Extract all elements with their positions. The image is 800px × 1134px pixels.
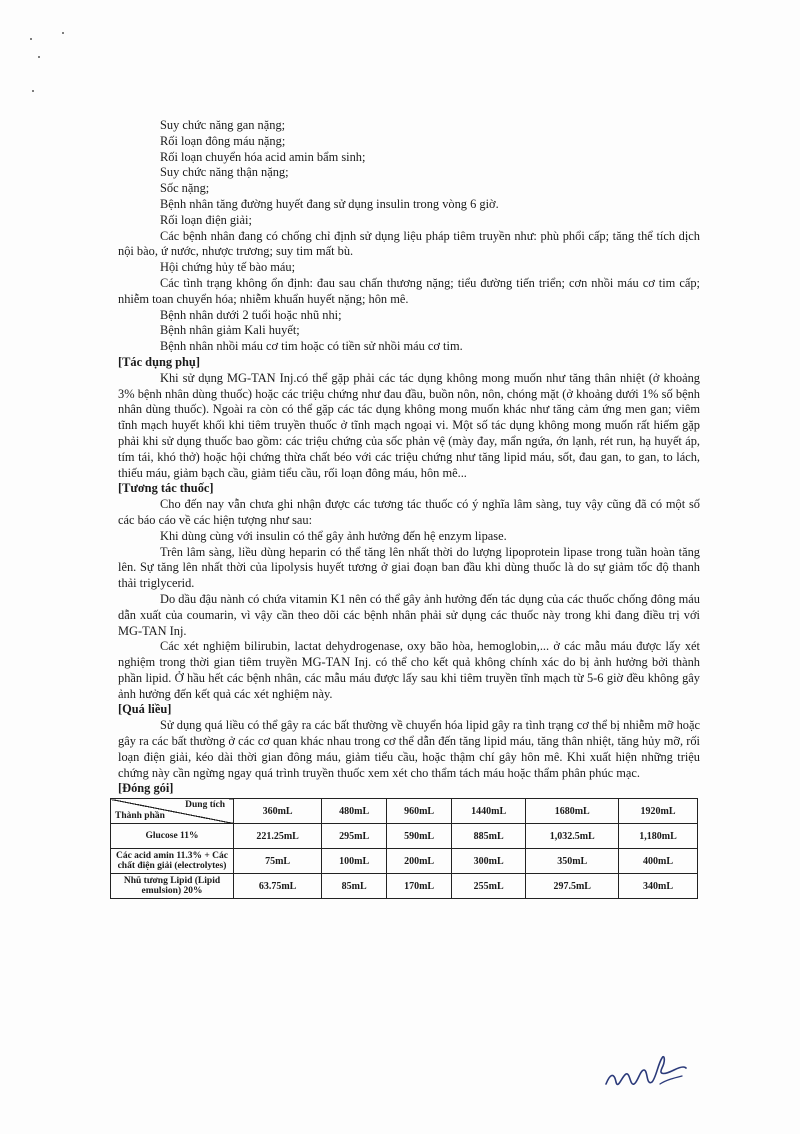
row-header: Nhũ tương Lipid (Lipid emulsion) 20%: [111, 874, 234, 899]
table-header-row: [111, 799, 698, 824]
table-cell: 170mL: [387, 874, 452, 899]
table-cell: 400mL: [619, 849, 698, 874]
list-item: Bệnh nhân tăng đường huyết đang sử dụng insulin trong vòng 6 giờ.: [160, 196, 499, 211]
packaging-table: [110, 798, 698, 899]
column-header: 360mL: [234, 799, 322, 824]
paragraph: Trên lâm sàng, liều dùng heparin có thể tăng lên nhất thời do lượng lipoprotein lipase trong tuần hoàn tăng lên. Sự tăng lên nhất thời của lipolysis huyết tương ở giai đoạn ban đầu khi dùng thuốc là do sự giảm tốc độ thanh thải triglycerid.: [118, 544, 700, 591]
section-heading-interactions: [Tương tác thuốc]: [118, 481, 214, 496]
column-header: 960mL: [387, 799, 452, 824]
table-cell: 221.25mL: [234, 824, 322, 849]
table-cell: 297.5mL: [526, 874, 619, 899]
column-header: 1440mL: [452, 799, 526, 824]
section-heading-overdose: [Quá liều]: [118, 702, 172, 717]
table-cell: 75mL: [234, 849, 322, 874]
table-cell: 85mL: [322, 874, 387, 899]
list-item: Rối loạn điện giải;: [160, 212, 252, 227]
table-cell: 340mL: [619, 874, 698, 899]
list-item: Sốc nặng;: [160, 181, 210, 196]
paragraph: Khi sử dụng MG-TAN Inj.có thể gặp phải các tác dụng không mong muốn như tăng thân nhiệt (ở khoảng 3% bệnh nhân dùng thuốc) hoặc các triệu chứng như đau đầu, buồn nôn, nôn, chóng mặt (ở khoảng dưới 1% số bệnh nhân dùng thuốc). Ngoài ra còn có thể gặp các tác dụng không mong muốn khác như tăng cảm ứng men gan; viêm tĩnh mạch huyết khối khi tiêm truyền thuốc ở tĩnh mạch ngoại vi. Một số tác dụng không mong muốn rất hiếm gặp phải khi sử dụng thuốc bao gồm: các triệu chứng của sốc phản vệ (mày đay, mẩn ngứa, ớn lạnh, rét run, hạ huyết áp, tím tái, khó thở) hoặc hội chứng thừa chất béo với các triệu chứng như tăng lipid máu, sốt, đau gan, to gan, to lách, thiếu máu, giảm bạch cầu, giảm tiểu cầu, rối loạn đông máu, hôn mê...: [118, 370, 700, 480]
row-header: Glucose 11%: [111, 824, 234, 849]
list-item: Rối loạn đông máu nặng;: [160, 133, 286, 148]
section-heading-packaging: [Đóng gói]: [118, 781, 174, 796]
paragraph: Khi dùng cùng với insulin có thể gây ảnh hưởng đến hệ enzym lipase.: [160, 528, 507, 543]
paragraph: Do dầu đậu nành có chứa vitamin K1 nên có thể gây ảnh hưởng đến tác dụng của các thuốc chống đông máu dẫn xuất của coumarin, vì vậy cần theo dõi các bệnh nhân phải sử dụng các thuốc này trong khi đang điều trị với MG-TAN Inj.: [118, 591, 700, 638]
list-item: Bệnh nhân giảm Kali huyết;: [160, 323, 300, 338]
contraindication-list: [118, 118, 700, 355]
list-item: Rối loạn chuyển hóa acid amin bẩm sinh;: [160, 149, 366, 164]
signature-stroke: [660, 1076, 682, 1084]
section-heading-side-effects: [Tác dụng phụ]: [118, 354, 200, 369]
handwritten-signature: [600, 1040, 690, 1100]
table-cell: 255mL: [452, 874, 526, 899]
paragraph: Các xét nghiệm bilirubin, lactat dehydrogenase, oxy bão hòa, hemoglobin,... ở các mẫu máu được lấy xét nghiệm trong thời gian tiêm truyền MG-TAN Inj. có thể cho kết quả không chính xác do bị ảnh hưởng bởi thành phần lipid. Ở hầu hết các bệnh nhân, các mẫu máu được lấy sau khi tiêm truyền tĩnh mạch từ 5-6 giờ đều không gây ảnh hưởng đến kết quả các xét nghiệm này.: [118, 639, 700, 701]
table-row: [111, 824, 698, 849]
table-cell: 63.75mL: [234, 874, 322, 899]
table-corner-cell: [111, 799, 234, 824]
corner-label-component: Thành phần: [115, 811, 165, 822]
table-row: [111, 849, 698, 874]
list-item: Các bệnh nhân đang có chống chỉ định sử dụng liệu pháp tiêm truyền như: phù phổi cấp; tăng thể tích dịch nội bào, ứ nước, nhược trương; suy tim mất bù.: [118, 228, 700, 259]
speck: [38, 56, 40, 58]
list-item: Bệnh nhân nhồi máu cơ tim hoặc có tiền sử nhồi máu cơ tim.: [160, 339, 463, 354]
list-item: Suy chức năng gan nặng;: [160, 118, 286, 132]
column-header: 1920mL: [619, 799, 698, 824]
table-cell: 295mL: [322, 824, 387, 849]
table-cell: 350mL: [526, 849, 619, 874]
signature-stroke: [606, 1057, 686, 1085]
scan-specks: [28, 30, 78, 100]
speck: [32, 90, 34, 92]
paragraph: Sử dụng quá liều có thể gây ra các bất thường về chuyển hóa lipid gây ra tình trạng cơ thể bị nhiễm mỡ hoặc gây ra các bất thường ở các cơ quan khác nhau trong cơ thể dẫn đến tăng lipid máu, tăng thân nhiệt, tăng hủy mỡ, rối loạn điện giải, kéo dài thời gian đông máu, giảm tiểu cầu, hoặc thậm chí gây hôn mê. Khi xuất hiện những triệu chứng này cần ngừng ngay quá trình truyền thuốc xem xét cho thẩm tách máu hoặc thẩm phân phúc mạc.: [118, 718, 700, 780]
speck: [62, 32, 64, 34]
document-body: [115, 118, 700, 899]
table-cell: 1,180mL: [619, 824, 698, 849]
column-header: 480mL: [322, 799, 387, 824]
paragraph: Cho đến nay vẫn chưa ghi nhận được các tương tác thuốc có ý nghĩa lâm sàng, tuy vậy cũng đã có một số các báo cáo về các hiện tượng như sau:: [118, 497, 700, 527]
speck: [30, 38, 32, 40]
list-item: Bệnh nhân dưới 2 tuổi hoặc nhũ nhi;: [160, 307, 342, 322]
table-cell: 300mL: [452, 849, 526, 874]
list-item: Các tình trạng không ổn định: đau sau chấn thương nặng; tiểu đường tiến triển; cơn nhồi máu cơ tim cấp; nhiễm toan chuyển hóa; nhiễm khuẩn huyết nặng; hôn mê.: [118, 275, 700, 306]
table-cell: 200mL: [387, 849, 452, 874]
list-item: Suy chức năng thận nặng;: [160, 165, 289, 180]
table-cell: 590mL: [387, 824, 452, 849]
table-cell: 885mL: [452, 824, 526, 849]
table-row: [111, 874, 698, 899]
table-cell: 100mL: [322, 849, 387, 874]
row-header: Các acid amin 11.3% + Các chất điện giải (electrolytes): [111, 849, 234, 874]
corner-label-volume: Dung tích: [185, 800, 225, 811]
list-item: Hội chứng hủy tế bào máu;: [160, 260, 296, 275]
table-cell: 1,032.5mL: [526, 824, 619, 849]
column-header: 1680mL: [526, 799, 619, 824]
